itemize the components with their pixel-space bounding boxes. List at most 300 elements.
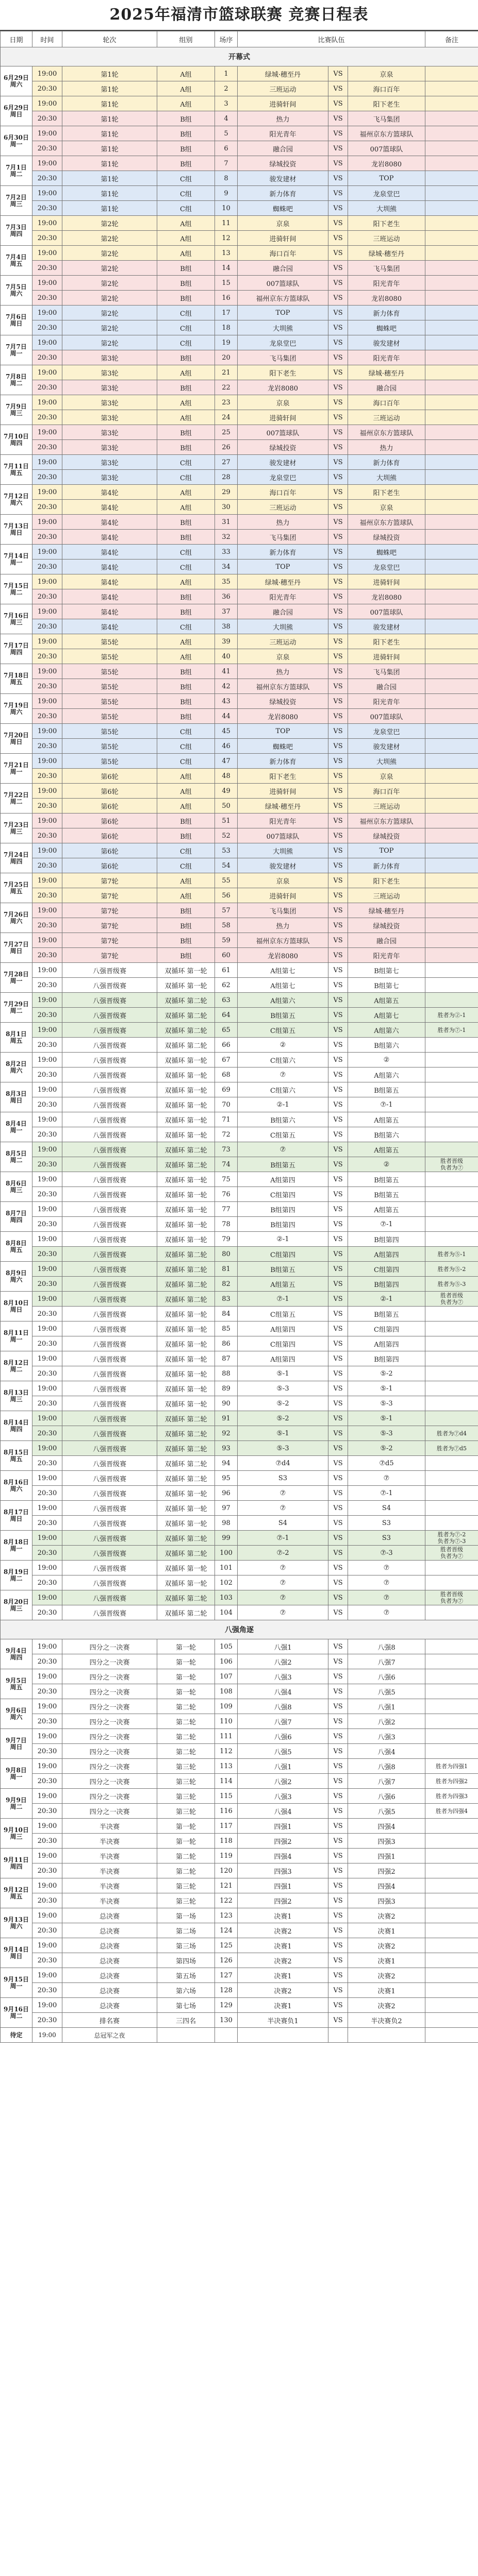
team-b-cell: 蜘蛛吧 xyxy=(348,545,425,560)
vs-cell: VS xyxy=(328,560,348,574)
date-weekday: 周二 xyxy=(10,588,23,596)
time-cell: 19:00 xyxy=(32,814,62,828)
group-cell: B组 xyxy=(157,604,215,619)
team-b-cell: ⑦-1 xyxy=(348,1217,425,1232)
round-cell: 四分之一决赛 xyxy=(62,1654,157,1669)
round-cell: 八强晋级赛 xyxy=(62,1426,157,1441)
header-row xyxy=(1,31,478,47)
team-a-cell: 决赛1 xyxy=(238,1908,328,1923)
date-weekday: 周二 xyxy=(10,1574,23,1582)
round-cell: 四分之一决赛 xyxy=(62,1759,157,1774)
note-cell xyxy=(425,933,478,948)
date-weekday: 周三 xyxy=(10,618,23,626)
match-no-cell: 4 xyxy=(215,111,238,126)
vs-cell: VS xyxy=(328,574,348,589)
group-cell: B组 xyxy=(157,903,215,918)
match-row xyxy=(1,485,478,500)
date-cell xyxy=(1,1759,32,1789)
team-b-cell: B组第五 xyxy=(348,1172,425,1187)
team-a-cell: 阳光青年 xyxy=(238,814,328,828)
match-row xyxy=(1,858,478,873)
team-b-cell: 海口百年 xyxy=(348,395,425,410)
round-cell: 八强晋级赛 xyxy=(62,1023,157,1038)
date-weekday: 周日 xyxy=(10,1952,23,1960)
date-weekday: 周日 xyxy=(10,947,23,955)
team-b-cell: ⑦ xyxy=(348,1575,425,1590)
match-row xyxy=(1,828,478,843)
match-row xyxy=(1,1605,478,1620)
match-no-cell: 6 xyxy=(215,141,238,156)
vs-cell: VS xyxy=(328,1605,348,1620)
group-cell: B组 xyxy=(157,589,215,604)
date-cell xyxy=(1,1232,32,1262)
round-cell: 第6轮 xyxy=(62,828,157,843)
team-a-cell: ⑦ xyxy=(238,1590,328,1605)
group-cell: C组 xyxy=(157,739,215,754)
match-no-cell: 39 xyxy=(215,634,238,649)
team-b-cell: 决赛2 xyxy=(348,1938,425,1953)
note-cell: 胜者为⑤-1 xyxy=(425,1247,478,1262)
vs-cell: VS xyxy=(328,873,348,888)
match-no-cell: 123 xyxy=(215,1908,238,1923)
team-b-cell: 骏发建材 xyxy=(348,335,425,350)
date-cell xyxy=(1,1112,32,1142)
round-cell: 第6轮 xyxy=(62,843,157,858)
match-row xyxy=(1,560,478,574)
round-cell: 第4轮 xyxy=(62,619,157,634)
match-no-cell: 20 xyxy=(215,350,238,365)
round-cell: 第2轮 xyxy=(62,306,157,320)
date-day: 7月27日 xyxy=(3,940,29,948)
time-cell: 19:00 xyxy=(32,694,62,709)
time-cell: 19:00 xyxy=(32,395,62,410)
match-no-cell: 50 xyxy=(215,799,238,814)
vs-cell: VS xyxy=(328,500,348,515)
team-a-cell: C组第六 xyxy=(238,1053,328,1067)
team-b-cell: C组第四 xyxy=(348,1262,425,1277)
round-cell: 四分之一决赛 xyxy=(62,1639,157,1654)
note-cell xyxy=(425,1217,478,1232)
team-b-cell: 四强3 xyxy=(348,1834,425,1849)
match-row xyxy=(1,1531,478,1546)
match-row xyxy=(1,2013,478,2028)
date-day: 8月3日 xyxy=(6,1090,27,1097)
team-b-cell: B组第五 xyxy=(348,1082,425,1097)
match-no-cell: 117 xyxy=(215,1819,238,1834)
match-row xyxy=(1,111,478,126)
note-cell xyxy=(425,1834,478,1849)
team-a-cell: 决赛1 xyxy=(238,1998,328,2013)
round-cell: 八强晋级赛 xyxy=(62,1292,157,1307)
time-cell: 19:00 xyxy=(32,1172,62,1187)
date-cell xyxy=(1,455,32,485)
match-row xyxy=(1,709,478,724)
vs-cell: VS xyxy=(328,246,348,261)
time-cell: 19:00 xyxy=(32,1262,62,1277)
time-cell: 20:30 xyxy=(32,948,62,963)
note-cell xyxy=(425,216,478,231)
team-a-cell: 八强5 xyxy=(238,1744,328,1759)
schedule-body xyxy=(1,31,478,2043)
round-cell: 第7轮 xyxy=(62,948,157,963)
time-cell: 19:00 xyxy=(32,1968,62,1983)
date-day: 7月17日 xyxy=(3,641,29,649)
note-cell xyxy=(425,799,478,814)
vs-cell: VS xyxy=(328,1411,348,1426)
match-row xyxy=(1,1053,478,1067)
team-a-cell: 进骑轩间 xyxy=(238,888,328,903)
match-no-cell: 14 xyxy=(215,261,238,276)
vs-cell: VS xyxy=(328,1561,348,1575)
match-no-cell: 110 xyxy=(215,1714,238,1729)
round-cell: 八强晋级赛 xyxy=(62,1546,157,1561)
team-b-cell: 八强8 xyxy=(348,1759,425,1774)
note-cell xyxy=(425,515,478,530)
round-cell: 八强晋级赛 xyxy=(62,1053,157,1067)
group-cell: 第六场 xyxy=(157,1983,215,1998)
team-b-cell: 阳光青年 xyxy=(348,276,425,291)
match-row xyxy=(1,619,478,634)
time-cell: 20:30 xyxy=(32,1426,62,1441)
time-cell: 20:30 xyxy=(32,2013,62,2028)
vs-cell: VS xyxy=(328,1714,348,1729)
note-cell xyxy=(425,425,478,440)
vs-cell: VS xyxy=(328,1669,348,1684)
group-cell: 双循环 第二轮 xyxy=(157,1590,215,1605)
time-cell: 19:00 xyxy=(32,1023,62,1038)
note-cell xyxy=(425,1127,478,1142)
match-no-cell: 69 xyxy=(215,1082,238,1097)
note-cell xyxy=(425,1714,478,1729)
match-no-cell: 9 xyxy=(215,186,238,201)
note-cell xyxy=(425,709,478,724)
team-b-cell: ⑤-2 xyxy=(348,1366,425,1381)
match-row xyxy=(1,1908,478,1923)
date-cell xyxy=(1,425,32,455)
match-row xyxy=(1,604,478,619)
match-no-cell: 100 xyxy=(215,1546,238,1561)
team-b-cell: 龙泉堂巴 xyxy=(348,186,425,201)
match-no-cell: 120 xyxy=(215,1863,238,1878)
time-cell: 20:30 xyxy=(32,111,62,126)
round-cell: 第5轮 xyxy=(62,664,157,679)
note-cell xyxy=(425,1744,478,1759)
team-a-cell: B组第五 xyxy=(238,1008,328,1023)
schedule-table xyxy=(0,31,478,2043)
vs-cell: VS xyxy=(328,1878,348,1893)
team-a-cell: C组第四 xyxy=(238,1336,328,1351)
team-a-cell: C组第五 xyxy=(238,1307,328,1321)
note-cell xyxy=(425,1908,478,1923)
team-b-cell: 京泉 xyxy=(348,500,425,515)
match-row xyxy=(1,1381,478,1396)
note-cell xyxy=(425,1471,478,1486)
team-b-cell: B组第七 xyxy=(348,963,425,978)
team-b-cell: 决赛2 xyxy=(348,1908,425,1923)
vs-cell: VS xyxy=(328,814,348,828)
match-no-cell: 88 xyxy=(215,1366,238,1381)
header-match-no: 场序 xyxy=(215,31,238,47)
note-cell xyxy=(425,574,478,589)
vs-cell: VS xyxy=(328,918,348,933)
team-a-cell: ②-1 xyxy=(238,1097,328,1112)
vs-cell: VS xyxy=(328,799,348,814)
group-cell: 双循环 第二轮 xyxy=(157,1456,215,1471)
team-b-cell: 三班运动 xyxy=(348,231,425,246)
time-cell: 20:30 xyxy=(32,1277,62,1292)
note-cell xyxy=(425,1878,478,1893)
match-no-cell: 40 xyxy=(215,649,238,664)
team-a-cell: 八强3 xyxy=(238,1669,328,1684)
date-day: 9月6日 xyxy=(6,1706,27,1714)
note-cell: 胜者为四强3 xyxy=(425,1789,478,1804)
round-cell: 第6轮 xyxy=(62,769,157,784)
time-cell: 20:30 xyxy=(32,1486,62,1501)
team-a-cell: 决赛1 xyxy=(238,1938,328,1953)
team-b-cell: 绿城·穗至丹 xyxy=(348,246,425,261)
vs-cell: VS xyxy=(328,888,348,903)
vs-cell: VS xyxy=(328,1849,348,1863)
date-cell xyxy=(1,873,32,903)
round-cell: 第3轮 xyxy=(62,440,157,455)
round-cell: 八强晋级赛 xyxy=(62,993,157,1008)
team-a-cell: 蜘蛛吧 xyxy=(238,201,328,216)
group-cell: C组 xyxy=(157,470,215,485)
team-b-cell: 福州京东方篮球队 xyxy=(348,126,425,141)
date-day: 6月29日 xyxy=(3,104,29,111)
time-cell: 19:00 xyxy=(32,1202,62,1217)
group-cell: B组 xyxy=(157,679,215,694)
date-weekday: 周五 xyxy=(10,1037,23,1044)
note-cell xyxy=(425,634,478,649)
note-cell xyxy=(425,1142,478,1157)
time-cell: 20:30 xyxy=(32,1097,62,1112)
match-row xyxy=(1,156,478,171)
team-a-cell: 融合园 xyxy=(238,604,328,619)
date-cell xyxy=(1,903,32,933)
round-cell: 第3轮 xyxy=(62,470,157,485)
note-cell xyxy=(425,96,478,111)
team-a-cell: B组第四 xyxy=(238,1202,328,1217)
vs-cell: VS xyxy=(328,1292,348,1307)
date-weekday: 周三 xyxy=(10,1186,23,1194)
match-no-cell: 79 xyxy=(215,1232,238,1247)
match-no-cell: 49 xyxy=(215,784,238,799)
team-b-cell: TOP xyxy=(348,171,425,186)
match-row xyxy=(1,1187,478,1202)
team-b-cell: 三班运动 xyxy=(348,799,425,814)
team-b-cell: 决赛2 xyxy=(348,1968,425,1983)
round-cell: 排名赛 xyxy=(62,2013,157,2028)
date-cell xyxy=(1,1321,32,1351)
date-cell xyxy=(1,1789,32,1819)
round-cell: 第3轮 xyxy=(62,410,157,425)
team-b-cell: 阳下老生 xyxy=(348,485,425,500)
match-no-cell: 48 xyxy=(215,769,238,784)
date-day: 7月22日 xyxy=(3,791,29,799)
team-b-cell: B组第六 xyxy=(348,1038,425,1053)
note-cell xyxy=(425,485,478,500)
time-cell: 20:30 xyxy=(32,1396,62,1411)
group-cell: 双循环 第二轮 xyxy=(157,993,215,1008)
team-a-cell: 进骑轩间 xyxy=(238,96,328,111)
time-cell: 20:30 xyxy=(32,410,62,425)
note-cell xyxy=(425,111,478,126)
page-title: 2025年福清市篮球联赛 竞赛日程表 xyxy=(0,0,478,31)
team-a-cell: C组第五 xyxy=(238,1023,328,1038)
team-a-cell: ⑤-3 xyxy=(238,1441,328,1456)
round-cell: 第3轮 xyxy=(62,350,157,365)
date-weekday: 周日 xyxy=(10,1096,23,1104)
round-cell: 八强晋级赛 xyxy=(62,1067,157,1082)
match-row xyxy=(1,1038,478,1053)
match-row xyxy=(1,1336,478,1351)
round-cell: 八强晋级赛 xyxy=(62,1351,157,1366)
team-b-cell: A组第五 xyxy=(348,1142,425,1157)
match-row xyxy=(1,1232,478,1247)
vs-cell: VS xyxy=(328,724,348,739)
date-day: 7月21日 xyxy=(3,761,29,769)
group-cell: A组 xyxy=(157,231,215,246)
time-cell: 19:00 xyxy=(32,1411,62,1426)
date-day: 8月19日 xyxy=(3,1568,29,1575)
match-no-cell: 84 xyxy=(215,1307,238,1321)
note-cell: 胜者为四强4 xyxy=(425,1804,478,1819)
vs-cell: VS xyxy=(328,1262,348,1277)
match-no-cell: 61 xyxy=(215,963,238,978)
date-day: 8月12日 xyxy=(3,1359,29,1366)
match-row xyxy=(1,679,478,694)
vs-cell: VS xyxy=(328,261,348,276)
match-no-cell: 127 xyxy=(215,1968,238,1983)
date-cell xyxy=(1,156,32,186)
date-cell xyxy=(1,1729,32,1759)
match-row xyxy=(1,1307,478,1321)
time-cell: 19:00 xyxy=(32,425,62,440)
team-a-cell: 决赛2 xyxy=(238,1923,328,1938)
note-cell xyxy=(425,694,478,709)
group-cell: 双循环 第二轮 xyxy=(157,1023,215,1038)
date-cell xyxy=(1,694,32,724)
match-row xyxy=(1,261,478,276)
date-day: 8月17日 xyxy=(3,1508,29,1516)
team-b-cell: 飞马集团 xyxy=(348,111,425,126)
group-cell: 双循环 第一轮 xyxy=(157,1217,215,1232)
match-no-cell: 5 xyxy=(215,126,238,141)
note-cell xyxy=(425,1112,478,1127)
date-weekday: 周六 xyxy=(10,1713,23,1721)
team-b-cell: 龙岩8080 xyxy=(348,291,425,306)
date-cell xyxy=(1,306,32,335)
match-row xyxy=(1,1157,478,1172)
team-a-cell: ⑦d4 xyxy=(238,1456,328,1471)
group-cell: 双循环 第二轮 xyxy=(157,1411,215,1426)
date-day: 8月8日 xyxy=(6,1239,27,1247)
note-cell: 胜者为四强2 xyxy=(425,1774,478,1789)
team-b-cell: A组第五 xyxy=(348,993,425,1008)
date-weekday: 周日 xyxy=(10,738,23,745)
round-cell: 第7轮 xyxy=(62,873,157,888)
date-weekday: 周六 xyxy=(10,708,23,716)
note-cell xyxy=(425,246,478,261)
team-a-cell: ⑦-1 xyxy=(238,1531,328,1546)
team-b-cell: 决赛1 xyxy=(348,1983,425,1998)
note-cell xyxy=(425,1953,478,1968)
match-no-cell: 98 xyxy=(215,1516,238,1531)
match-no-cell: 128 xyxy=(215,1983,238,1998)
vs-cell: VS xyxy=(328,1486,348,1501)
time-cell: 19:00 xyxy=(32,1501,62,1516)
time-cell: 19:00 xyxy=(32,1232,62,1247)
team-a-cell: TOP xyxy=(238,724,328,739)
match-no-cell: 112 xyxy=(215,1744,238,1759)
team-a-cell: 八强3 xyxy=(238,1789,328,1804)
round-cell: 八强晋级赛 xyxy=(62,1441,157,1456)
match-row xyxy=(1,141,478,156)
team-b-cell: A组第五 xyxy=(348,1202,425,1217)
match-no-cell: 108 xyxy=(215,1684,238,1699)
match-row xyxy=(1,1217,478,1232)
note-cell xyxy=(425,664,478,679)
team-b-cell: 阳光青年 xyxy=(348,948,425,963)
date-cell xyxy=(1,545,32,574)
match-row xyxy=(1,216,478,231)
time-cell: 19:00 xyxy=(32,1561,62,1575)
date-day: 8月2日 xyxy=(6,1060,27,1067)
team-a-cell: 八强4 xyxy=(238,1684,328,1699)
team-b-cell: 阳下老生 xyxy=(348,873,425,888)
time-cell: 19:00 xyxy=(32,1759,62,1774)
team-a-cell: ⑤-3 xyxy=(238,1381,328,1396)
group-cell: B组 xyxy=(157,156,215,171)
match-no-cell: 31 xyxy=(215,515,238,530)
note-cell xyxy=(425,619,478,634)
time-cell: 19:00 xyxy=(32,903,62,918)
match-row xyxy=(1,843,478,858)
team-b-cell: 福州京东方篮球队 xyxy=(348,425,425,440)
team-b-cell: A组第七 xyxy=(348,1008,425,1023)
team-a-cell: 绿城·穗至丹 xyxy=(238,799,328,814)
time-cell: 20:30 xyxy=(32,709,62,724)
team-b-cell: 四强2 xyxy=(348,1863,425,1878)
time-cell: 19:00 xyxy=(32,1789,62,1804)
vs-cell: VS xyxy=(328,1471,348,1486)
time-cell: 20:30 xyxy=(32,769,62,784)
match-row xyxy=(1,1008,478,1023)
time-cell: 19:00 xyxy=(32,515,62,530)
team-a-cell: 绿城投资 xyxy=(238,156,328,171)
team-a-cell: 福州京东方篮球队 xyxy=(238,679,328,694)
note-cell xyxy=(425,828,478,843)
team-b-cell: 龙岩8080 xyxy=(348,589,425,604)
date-day: 7月16日 xyxy=(3,612,29,619)
group-cell: 第二场 xyxy=(157,1923,215,1938)
round-cell: 半决赛 xyxy=(62,1878,157,1893)
team-b-cell: 骏发建材 xyxy=(348,739,425,754)
round-cell: 八强晋级赛 xyxy=(62,1321,157,1336)
match-no-cell: 1 xyxy=(215,66,238,81)
note-cell xyxy=(425,231,478,246)
group-cell: A组 xyxy=(157,769,215,784)
vs-cell: VS xyxy=(328,530,348,545)
group-cell: 第一轮 xyxy=(157,1819,215,1834)
date-cell xyxy=(1,784,32,814)
match-no-cell: 41 xyxy=(215,664,238,679)
date-cell xyxy=(1,1590,32,1620)
date-day: 7月1日 xyxy=(6,163,27,171)
note-cell xyxy=(425,1684,478,1699)
round-cell: 八强晋级赛 xyxy=(62,1232,157,1247)
